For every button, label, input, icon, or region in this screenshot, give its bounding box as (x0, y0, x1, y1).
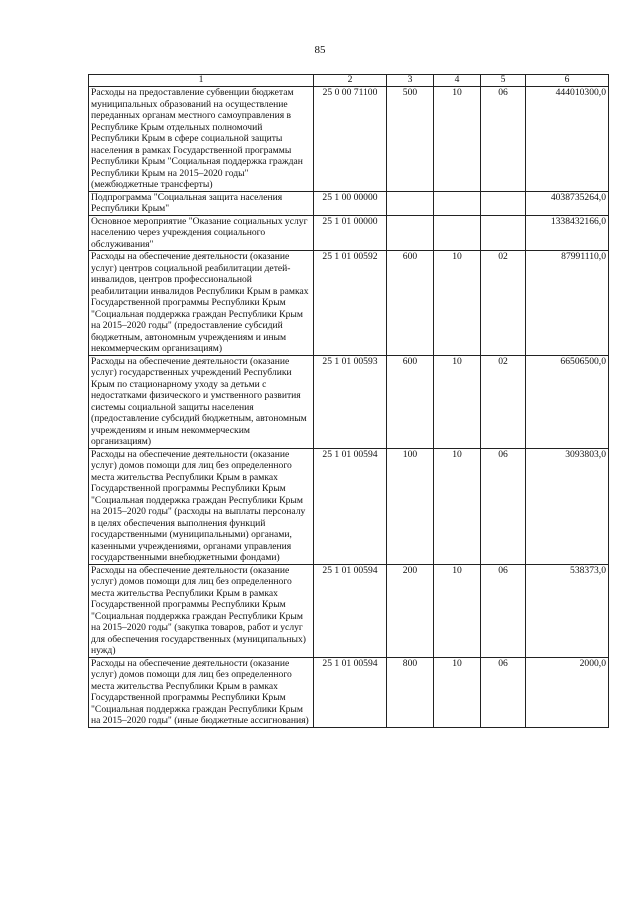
row-col4: 10 (434, 564, 481, 657)
row-amount: 2000,0 (526, 657, 609, 727)
row-amount: 538373,0 (526, 564, 609, 657)
column-header-code: 2 (314, 75, 387, 87)
column-header-5: 5 (481, 75, 526, 87)
row-amount: 444010300,0 (526, 87, 609, 192)
row-code: 25 1 00 00000 (314, 191, 387, 215)
row-description: Расходы на обеспечение деятельности (оказание услуг) домов помощи для лиц без определенного места жительства Республики Крым в рамках Государственной программы Республики Крым "Социальная поддержка граждан Республики Крым на 2015–2020 годы" (расходы на выплаты персоналу в целях обеспечения выполнения функций государственными (муниципальными) органами, казенными учреждениями, органами управления государственными внебюджетными фондами) (89, 448, 314, 564)
column-header-3: 3 (387, 75, 434, 87)
row-col4: 10 (434, 87, 481, 192)
column-header-amount: 6 (526, 75, 609, 87)
row-code: 25 1 01 00594 (314, 448, 387, 564)
row-code: 25 1 01 00594 (314, 657, 387, 727)
row-description: Расходы на обеспечение деятельности (оказание услуг) центров социальной реабилитации детей-инвалидов, центров профессиональной реабилитации инвалидов Республики Крым в рамках Государственной программы Республики Крым "Социальная поддержка граждан Республики Крым на 2015–2020 годы" (предоставление субсидий бюджетным, автономным учреждениям и иным некоммерческим организациям) (89, 251, 314, 356)
page-number: 85 (314, 44, 326, 56)
table-row (89, 251, 609, 356)
row-description: Расходы на обеспечение деятельности (оказание услуг) домов помощи для лиц без определенного места жительства Республики Крым в рамках Государственной программы Республики Крым "Социальная поддержка граждан Республики Крым на 2015–2020 годы" (иные бюджетные ассигнования) (89, 657, 314, 727)
budget-table (88, 74, 609, 728)
row-col3: 200 (387, 564, 434, 657)
column-header-description: 1 (89, 75, 314, 87)
row-col5: 02 (481, 355, 526, 448)
row-col3: 600 (387, 355, 434, 448)
row-col4: 10 (434, 251, 481, 356)
row-col5: 06 (481, 448, 526, 564)
row-col3: 600 (387, 251, 434, 356)
row-col4 (434, 191, 481, 215)
row-description: Расходы на предоставление субвенции бюджетам муниципальных образований на осуществление переданных органам местного самоуправления в Республике Крым отдельных полномочий Республики Крым в сфере социальной защиты населения в рамках Государственной программы Республики Крым "Социальная поддержка граждан Республики Крым на 2015–2020 годы" (межбюджетные трансферты) (89, 87, 314, 192)
table-row (89, 355, 609, 448)
row-col5 (481, 191, 526, 215)
table-row (89, 215, 609, 251)
row-col5: 06 (481, 87, 526, 192)
table-header-row (89, 75, 609, 87)
row-amount: 66506500,0 (526, 355, 609, 448)
row-description: Расходы на обеспечение деятельности (оказание услуг) домов помощи для лиц без определенного места жительства Республики Крым в рамках Государственной программы Республики Крым "Социальная поддержка граждан Республики Крым на 2015–2020 годы" (закупка товаров, работ и услуг для обеспечения государственных (муниципальных) нужд) (89, 564, 314, 657)
column-header-4: 4 (434, 75, 481, 87)
row-col3: 800 (387, 657, 434, 727)
row-description: Основное мероприятие "Оказание социальных услуг населению через учреждения социального обслуживания" (89, 215, 314, 251)
table-row (89, 564, 609, 657)
row-amount: 87991110,0 (526, 251, 609, 356)
row-col4: 10 (434, 657, 481, 727)
row-col5: 02 (481, 251, 526, 356)
row-code: 25 1 01 00000 (314, 215, 387, 251)
row-col3: 500 (387, 87, 434, 192)
row-col3 (387, 215, 434, 251)
row-col4: 10 (434, 355, 481, 448)
row-amount: 3093803,0 (526, 448, 609, 564)
row-description: Подпрограмма "Социальная защита населения Республики Крым" (89, 191, 314, 215)
row-col4 (434, 215, 481, 251)
row-code: 25 1 01 00593 (314, 355, 387, 448)
row-description: Расходы на обеспечение деятельности (оказание услуг) государственных учреждений Республики Крым по стационарному уходу за детьми с недостатками физического и умственного развития системы социальной защиты населения (предоставление субсидий бюджетным, автономным учреждениям и иным некоммерческим организациям) (89, 355, 314, 448)
row-code: 25 1 01 00592 (314, 251, 387, 356)
row-col5: 06 (481, 657, 526, 727)
row-col5: 06 (481, 564, 526, 657)
table-row (89, 448, 609, 564)
row-amount: 4038735264,0 (526, 191, 609, 215)
row-code: 25 1 01 00594 (314, 564, 387, 657)
table-row (89, 657, 609, 727)
row-col5 (481, 215, 526, 251)
table-row (89, 191, 609, 215)
table-row (89, 87, 609, 192)
row-col4: 10 (434, 448, 481, 564)
row-code: 25 0 00 71100 (314, 87, 387, 192)
row-col3 (387, 191, 434, 215)
row-amount: 1338432166,0 (526, 215, 609, 251)
row-col3: 100 (387, 448, 434, 564)
